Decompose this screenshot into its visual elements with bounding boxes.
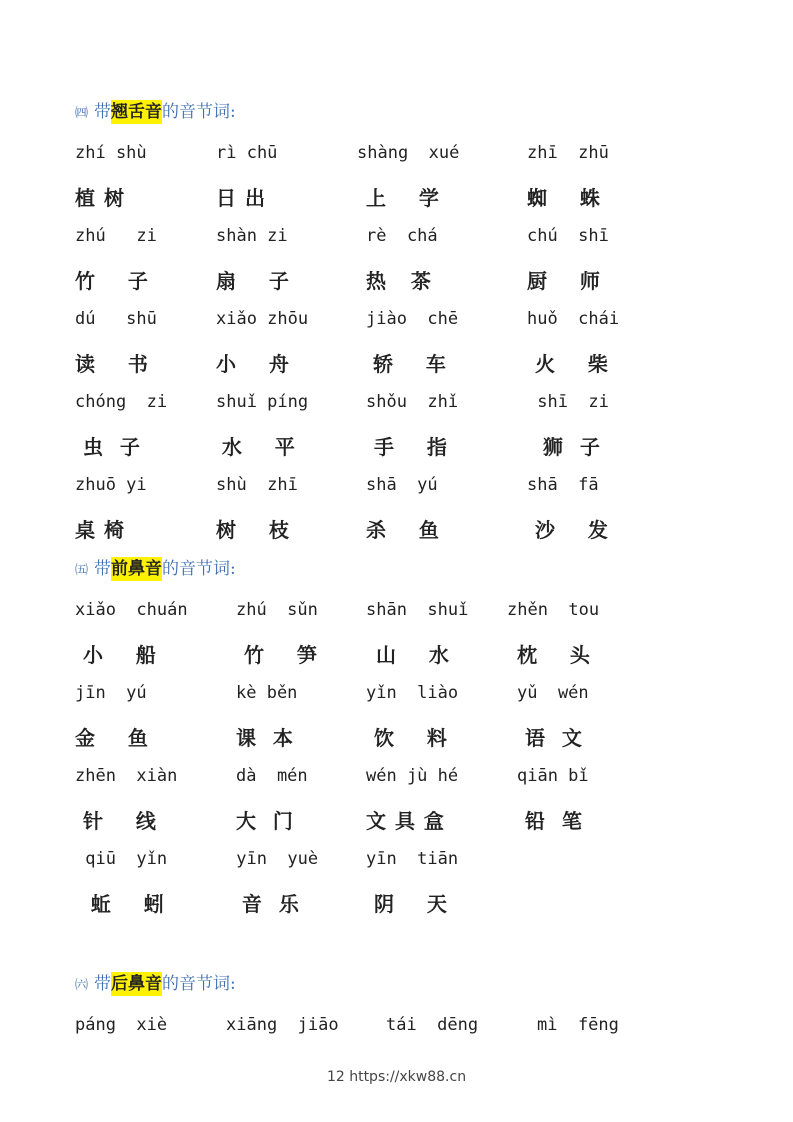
hanzi-word: 枕 头 xyxy=(517,643,591,667)
highlighted-term: 后鼻音 xyxy=(111,974,163,994)
hanzi-word: 狮 子 xyxy=(527,435,601,459)
section-number: ㈣ xyxy=(75,106,89,121)
pinyin: shàn zi xyxy=(216,226,288,246)
hanzi-word: 虫 子 xyxy=(75,435,141,459)
pinyin: mì fēng xyxy=(537,1015,619,1035)
pinyin: zhí shù xyxy=(75,143,147,163)
hanzi-word: 金 鱼 xyxy=(75,726,149,750)
heading-suffix: 的音节词: xyxy=(162,559,236,579)
hanzi-word: 火 柴 xyxy=(527,352,609,376)
hanzi-word: 竹 笋 xyxy=(236,643,318,667)
pinyin: qiū yǐn xyxy=(75,849,168,869)
pinyin: kè běn xyxy=(236,683,298,703)
hanzi-word: 日 出 xyxy=(216,186,266,210)
hanzi-word: 课 本 xyxy=(236,726,294,750)
pinyin: zhú sǔn xyxy=(236,600,318,620)
section-heading-front-nasal xyxy=(75,553,236,585)
hanzi-word: 手 指 xyxy=(366,435,448,459)
pinyin: zhú zi xyxy=(75,226,157,246)
pinyin: yǔ wén xyxy=(517,683,589,703)
hanzi-word: 上 学 xyxy=(366,186,440,210)
pinyin: qiān bǐ xyxy=(517,766,589,786)
pinyin: yīn tiān xyxy=(366,849,459,869)
pinyin: yǐn liào xyxy=(366,683,459,703)
pinyin: chóng zi xyxy=(75,392,168,412)
pinyin: shù zhī xyxy=(216,475,298,495)
pinyin: shā fā xyxy=(527,475,599,495)
pinyin: dà mén xyxy=(236,766,308,786)
hanzi-word: 山 水 xyxy=(376,643,450,667)
pinyin: xiāng jiāo xyxy=(226,1015,339,1035)
hanzi-word: 树 枝 xyxy=(216,518,290,542)
hanzi-word: 蜘 蛛 xyxy=(527,186,601,210)
hanzi-word: 桌 椅 xyxy=(75,518,125,542)
hanzi-word: 沙 发 xyxy=(527,518,609,542)
hanzi-word: 文 具 盒 xyxy=(366,809,445,833)
page-footer: 12 https://xkw88.cn xyxy=(326,1069,467,1085)
hanzi-word: 轿 车 xyxy=(373,352,447,376)
pinyin: wén jù hé xyxy=(366,766,459,786)
hanzi-word: 蚯 蚓 xyxy=(75,892,165,916)
heading-prefix: 带 xyxy=(94,974,112,994)
pinyin: zhēn xiàn xyxy=(75,766,178,786)
pinyin: yīn yuè xyxy=(226,849,319,869)
pinyin: shān shuǐ xyxy=(366,600,469,620)
pinyin: xiǎo zhōu xyxy=(216,309,309,329)
heading-suffix: 的音节词: xyxy=(162,102,236,122)
hanzi-word: 小 船 xyxy=(75,643,157,667)
hanzi-word: 语 文 xyxy=(517,726,583,750)
pinyin: zhěn tou xyxy=(507,600,600,620)
hanzi-word: 植 树 xyxy=(75,186,125,210)
highlighted-term: 前鼻音 xyxy=(111,559,163,579)
hanzi-word: 阴 天 xyxy=(366,892,448,916)
pinyin: shàng xué xyxy=(357,143,460,163)
pinyin: shǒu zhǐ xyxy=(366,392,459,412)
pinyin: huǒ chái xyxy=(527,309,620,329)
hanzi-word: 针 线 xyxy=(75,809,157,833)
pinyin: chú shī xyxy=(527,226,609,246)
pinyin: zhī zhū xyxy=(527,143,609,163)
section-heading-back-nasal xyxy=(75,968,236,1000)
pinyin: shī zi xyxy=(527,392,609,412)
pinyin: xiǎo chuán xyxy=(75,600,188,620)
hanzi-word: 铅 笔 xyxy=(517,809,583,833)
hanzi-word: 大 门 xyxy=(236,809,294,833)
hanzi-word: 竹 子 xyxy=(75,269,149,293)
pinyin: tái dēng xyxy=(386,1015,479,1035)
section-number: ㈥ xyxy=(75,978,89,993)
hanzi-word: 读 书 xyxy=(75,352,149,376)
pinyin: páng xiè xyxy=(75,1015,168,1035)
hanzi-word: 饮 料 xyxy=(366,726,448,750)
heading-prefix: 带 xyxy=(94,102,112,122)
heading-suffix: 的音节词: xyxy=(162,974,236,994)
heading-prefix: 带 xyxy=(94,559,112,579)
pinyin: zhuō yi xyxy=(75,475,147,495)
pinyin: dú shū xyxy=(75,309,157,329)
hanzi-word: 音 乐 xyxy=(226,892,300,916)
pinyin: shuǐ píng xyxy=(216,392,309,412)
hanzi-word: 扇 子 xyxy=(216,269,290,293)
pinyin: jiào chē xyxy=(366,309,459,329)
section-number: ㈤ xyxy=(75,563,89,578)
hanzi-word: 热 茶 xyxy=(366,269,432,293)
highlighted-term: 翘舌音 xyxy=(111,102,163,122)
pinyin: rè chá xyxy=(366,226,438,246)
section-heading-retroflex xyxy=(75,96,236,128)
pinyin: jīn yú xyxy=(75,683,147,703)
hanzi-word: 杀 鱼 xyxy=(366,518,440,542)
hanzi-word: 小 舟 xyxy=(216,352,290,376)
pinyin: rì chū xyxy=(216,143,278,163)
hanzi-word: 水 平 xyxy=(206,435,296,459)
pinyin: shā yú xyxy=(366,475,438,495)
hanzi-word: 厨 师 xyxy=(527,269,601,293)
